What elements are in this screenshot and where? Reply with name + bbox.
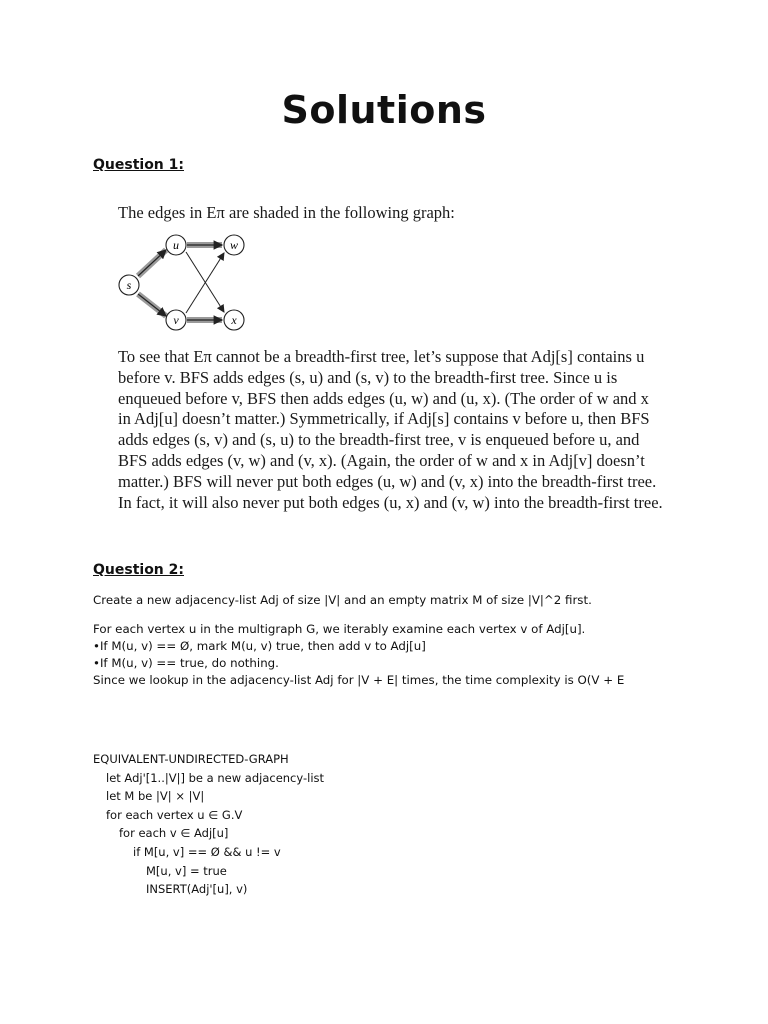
q1-intro-text: The edges in Eπ are shaded in the following graph: [118, 203, 455, 222]
pseudocode-block [93, 750, 324, 899]
node-w [224, 235, 244, 255]
code-line: for each vertex u ∈ G.V [106, 807, 243, 822]
code-line: M[u, v] = true [146, 863, 227, 878]
q2-description-line: For each vertex u in the multigraph G, we iterably examine each vertex v of Adj[u]. [93, 622, 586, 636]
q1-explanation-paragraph [118, 347, 748, 513]
q2-description [93, 621, 624, 689]
q1-paragraph-line: in Adj[u] doesn’t matter.) Symmetrically, if Adj[s] contains v before u, then BFS [118, 409, 650, 429]
svg-text:u: u [173, 238, 179, 252]
node-s [119, 275, 139, 295]
q1-paragraph-line: before v. BFS adds edges (s, u) and (s, v) to the breadth-first tree. Since u is [118, 367, 618, 387]
edge-u-x [186, 252, 224, 312]
svg-text:s: s [126, 278, 132, 292]
svg-text:x: x [231, 313, 237, 327]
code-line: let M be |V| × |V| [106, 789, 205, 804]
node-x [224, 310, 244, 330]
q1-paragraph-line: To see that Eπ cannot be a breadth-first tree, let’s suppose that Adj[s] contains u [118, 347, 645, 366]
q2-complexity-line: Since we lookup in the adjacency-list Adj for |V + E| times, the time complexity is O(V + E [93, 673, 625, 687]
q2-intro-text: Create a new adjacency-list Adj of size |V| and an empty matrix M of size |V|^2 first. [93, 593, 592, 607]
node-u [166, 235, 186, 255]
node-v [166, 310, 186, 330]
edge-v-w [186, 253, 224, 313]
question-1-heading: Question 1: [93, 157, 184, 173]
q2-bullet-line: •If M(u, v) == Ø, mark M(u, v) true, then add v to Adj[u] [93, 639, 426, 653]
svg-text:w: w [229, 238, 239, 252]
q1-paragraph-line: adds edges (s, v) and (s, u) to the breadth-first tree, v is enqueued before u, and [118, 430, 640, 450]
q1-paragraph-line: In fact, it will also never put both edges (u, x) and (v, w) into the breadth-first tree. [118, 492, 663, 512]
bfs-graph-diagram [114, 232, 264, 342]
code-line: if M[u, v] == Ø && u != v [133, 844, 281, 859]
code-line: INSERT(Adj'[u], v) [146, 882, 248, 897]
code-line: for each v ∈ Adj[u] [119, 826, 229, 841]
q1-paragraph-line: matter.) BFS will never put both edges (u, w) and (v, x) into the breadth-first tree. [118, 471, 657, 491]
q2-bullet-line: •If M(u, v) == true, do nothing. [93, 656, 279, 670]
svg-text:v: v [173, 313, 179, 327]
q1-paragraph-line: enqueued before v, BFS then adds edges (u, w) and (u, x). (The order of w and x [118, 388, 649, 408]
code-line: EQUIVALENT-UNDIRECTED-GRAPH [93, 752, 289, 766]
q1-paragraph-line: BFS adds edges (v, w) and (v, x). (Again, the order of w and x in Adj[v] doesn’t [118, 450, 645, 470]
page-title: Solutions [281, 88, 487, 132]
code-line: let Adj'[1..|V|] be a new adjacency-list [106, 770, 325, 785]
question-2-heading: Question 2: [93, 562, 184, 578]
